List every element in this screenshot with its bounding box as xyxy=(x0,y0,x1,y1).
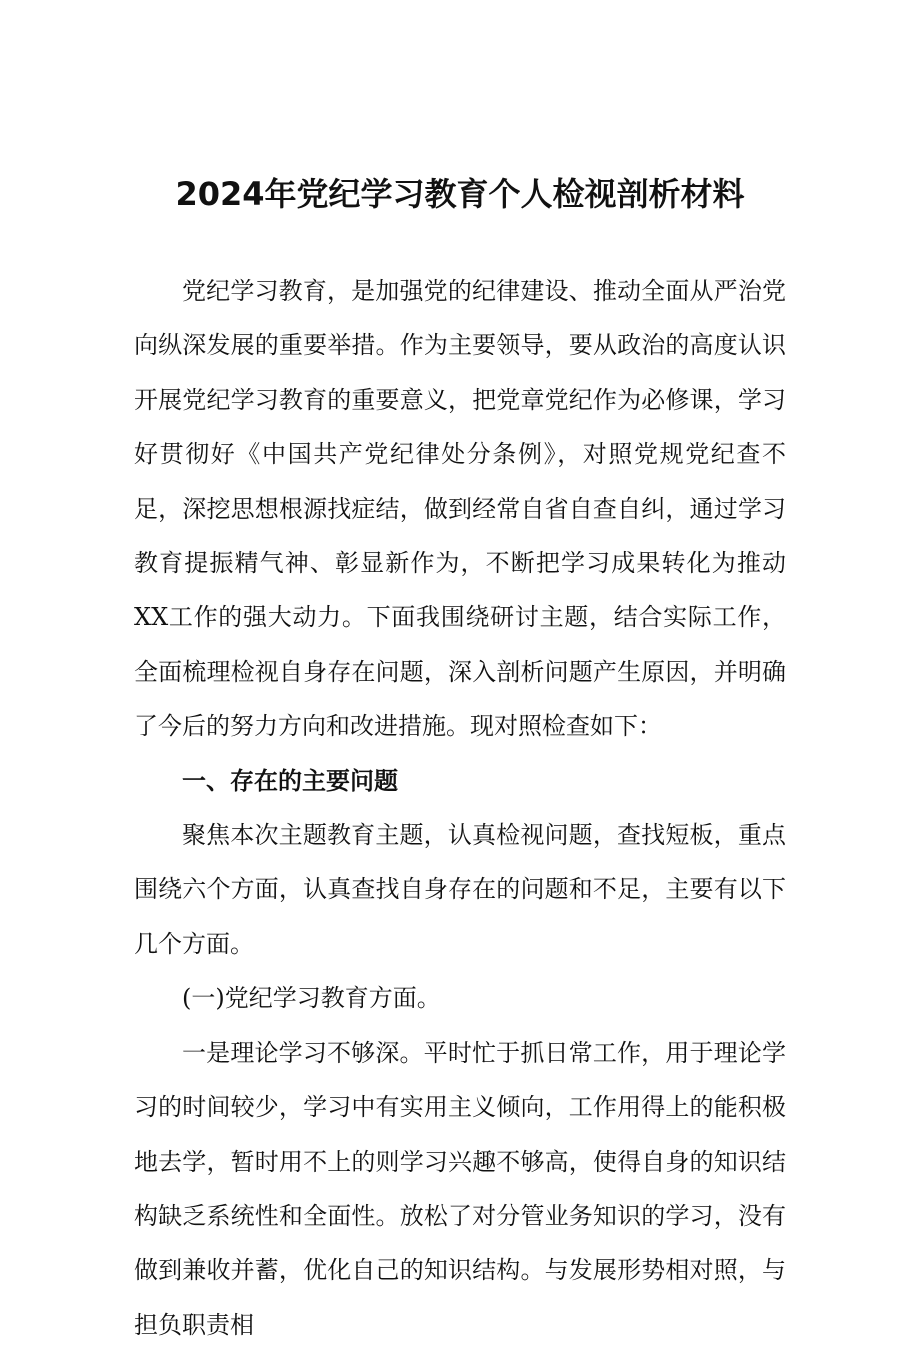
section-intro-paragraph: 聚焦本次主题教育主题，认真检视问题，查找短板，重点围绕六个方面，认真查找自身存在的问题和不足，主要有以下几个方面。 xyxy=(134,821,786,958)
section-heading-problems: 一、存在的主要问题 xyxy=(182,766,398,795)
document-body xyxy=(134,264,786,1352)
intro-paragraph: 党纪学习教育，是加强党的纪律建设、推动全面从严治党向纵深发展的重要举措。作为主要领导，要从政治的高度认识开展党纪学习教育的重要意义，把党章党纪作为必修课，学习好贯彻好《中国共产党纪律处分条例》，对照党规党纪查不足，深挖思想根源找症结，做到经常自省自查自纠，通过学习教育提振精气神、彰显新作为，不断把学习成果转化为推动XX工作的强大动力。下面我围绕研讨主题，结合实际工作，全面梳理检视自身存在问题，深入剖析问题产生原因，并明确了今后的努力方向和改进措施。现对照检查如下： xyxy=(134,277,786,741)
subsection-heading-party-discipline: (一)党纪学习教育方面。 xyxy=(182,984,441,1013)
document-title: 2024年党纪学习教育个人检视剖析材料 xyxy=(175,175,745,213)
item-paragraph-theory-study: 一是理论学习不够深。平时忙于抓日常工作，用于理论学习的时间较少，学习中有实用主义倾向，工作用得上的能积极地去学，暂时用不上的则学习兴趣不够高，使得自身的知识结构缺乏系统性和全面性。放松了对分管业务知识的学习，没有做到兼收并蓄，优化自己的知识结构。与发展形势相对照，与担负职责相 xyxy=(134,1038,786,1339)
